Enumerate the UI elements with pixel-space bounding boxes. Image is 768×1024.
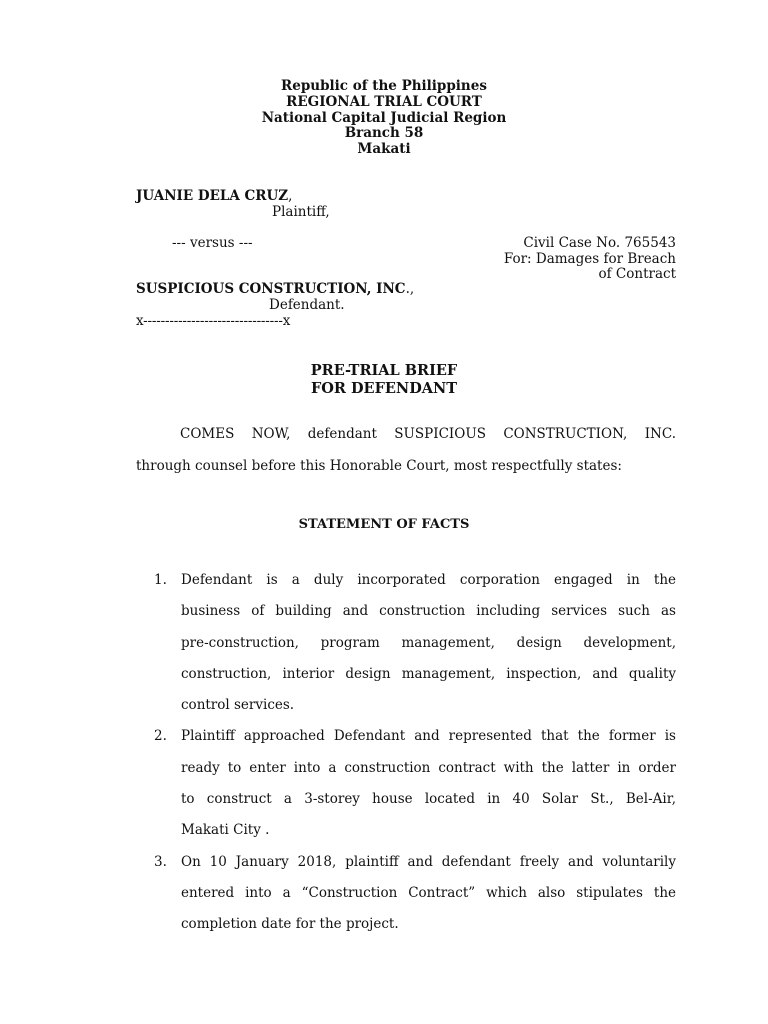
- fact-line: pre-construction, program management, design development,: [181, 634, 676, 651]
- fact-item: [154, 847, 676, 941]
- versus-text: --- versus ---: [172, 235, 253, 251]
- court-header: [0, 79, 768, 158]
- section-heading-statement-of-facts: STATEMENT OF FACTS: [298, 517, 470, 532]
- fact-line: Defendant is a duly incorporated corporation engaged in the: [181, 572, 676, 588]
- fact-line: On 10 January 2018, plaintiff and defendant freely and voluntarily: [181, 853, 676, 870]
- fact-line: construction, interior design management, inspection, and quality: [181, 665, 676, 682]
- fact-number: 2.: [154, 728, 167, 745]
- fact-line: business of building and construction including services such as: [181, 603, 676, 620]
- court-header-republic: Republic of the Philippines: [281, 78, 487, 94]
- fact-line: control services.: [181, 697, 295, 714]
- case-nature-line2: of Contract: [598, 266, 676, 282]
- court-header-branch: Branch 58: [344, 125, 424, 142]
- fact-line: entered into a “Construction Contract” which also stipulates the: [181, 884, 676, 901]
- facts-list: [154, 565, 676, 941]
- plaintiff-name: JUANIE DELA CRUZ: [136, 188, 289, 204]
- court-header-court: REGIONAL TRIAL COURT: [286, 93, 482, 110]
- document-title-line1: PRE-TRIAL BRIEF: [310, 362, 458, 379]
- defendant-name-punct: .,: [405, 281, 415, 297]
- fact-line: ready to enter into a construction contract with the latter in order: [181, 759, 676, 776]
- fact-item: [154, 721, 676, 846]
- plaintiff-name-line: [136, 188, 292, 204]
- document-title: [0, 362, 768, 398]
- caption-separator: x--------------------------------x: [136, 313, 291, 329]
- case-nature-line1: For: Damages for Breach: [503, 251, 676, 267]
- fact-line: Plaintiff approached Defendant and represented that the former is: [181, 728, 676, 745]
- defendant-role: Defendant.: [269, 297, 345, 313]
- fact-number: 3.: [154, 853, 167, 870]
- court-header-region: National Capital Judicial Region: [261, 109, 507, 126]
- defendant-name: SUSPICIOUS CONSTRUCTION, INC: [136, 281, 406, 297]
- case-number: Civil Case No. 765543: [523, 235, 676, 251]
- document-title-line2: FOR DEFENDANT: [310, 380, 458, 397]
- fact-line: completion date for the project.: [181, 916, 399, 933]
- court-header-city: Makati: [357, 141, 411, 158]
- intro-line-2: through counsel before this Honorable Court, most respectfully states:: [136, 458, 622, 474]
- intro-line-1: COMES NOW, defendant SUSPICIOUS CONSTRUCTION, INC.: [180, 426, 676, 442]
- fact-number: 1.: [154, 572, 167, 588]
- fact-line: Makati City .: [181, 822, 270, 839]
- plaintiff-role: Plaintiff,: [272, 204, 330, 220]
- fact-line: to construct a 3-storey house located in 40 Solar St., Bel-Air,: [181, 791, 676, 808]
- defendant-name-line: [136, 281, 414, 297]
- plaintiff-name-punct: ,: [288, 188, 293, 204]
- fact-item: [154, 565, 676, 721]
